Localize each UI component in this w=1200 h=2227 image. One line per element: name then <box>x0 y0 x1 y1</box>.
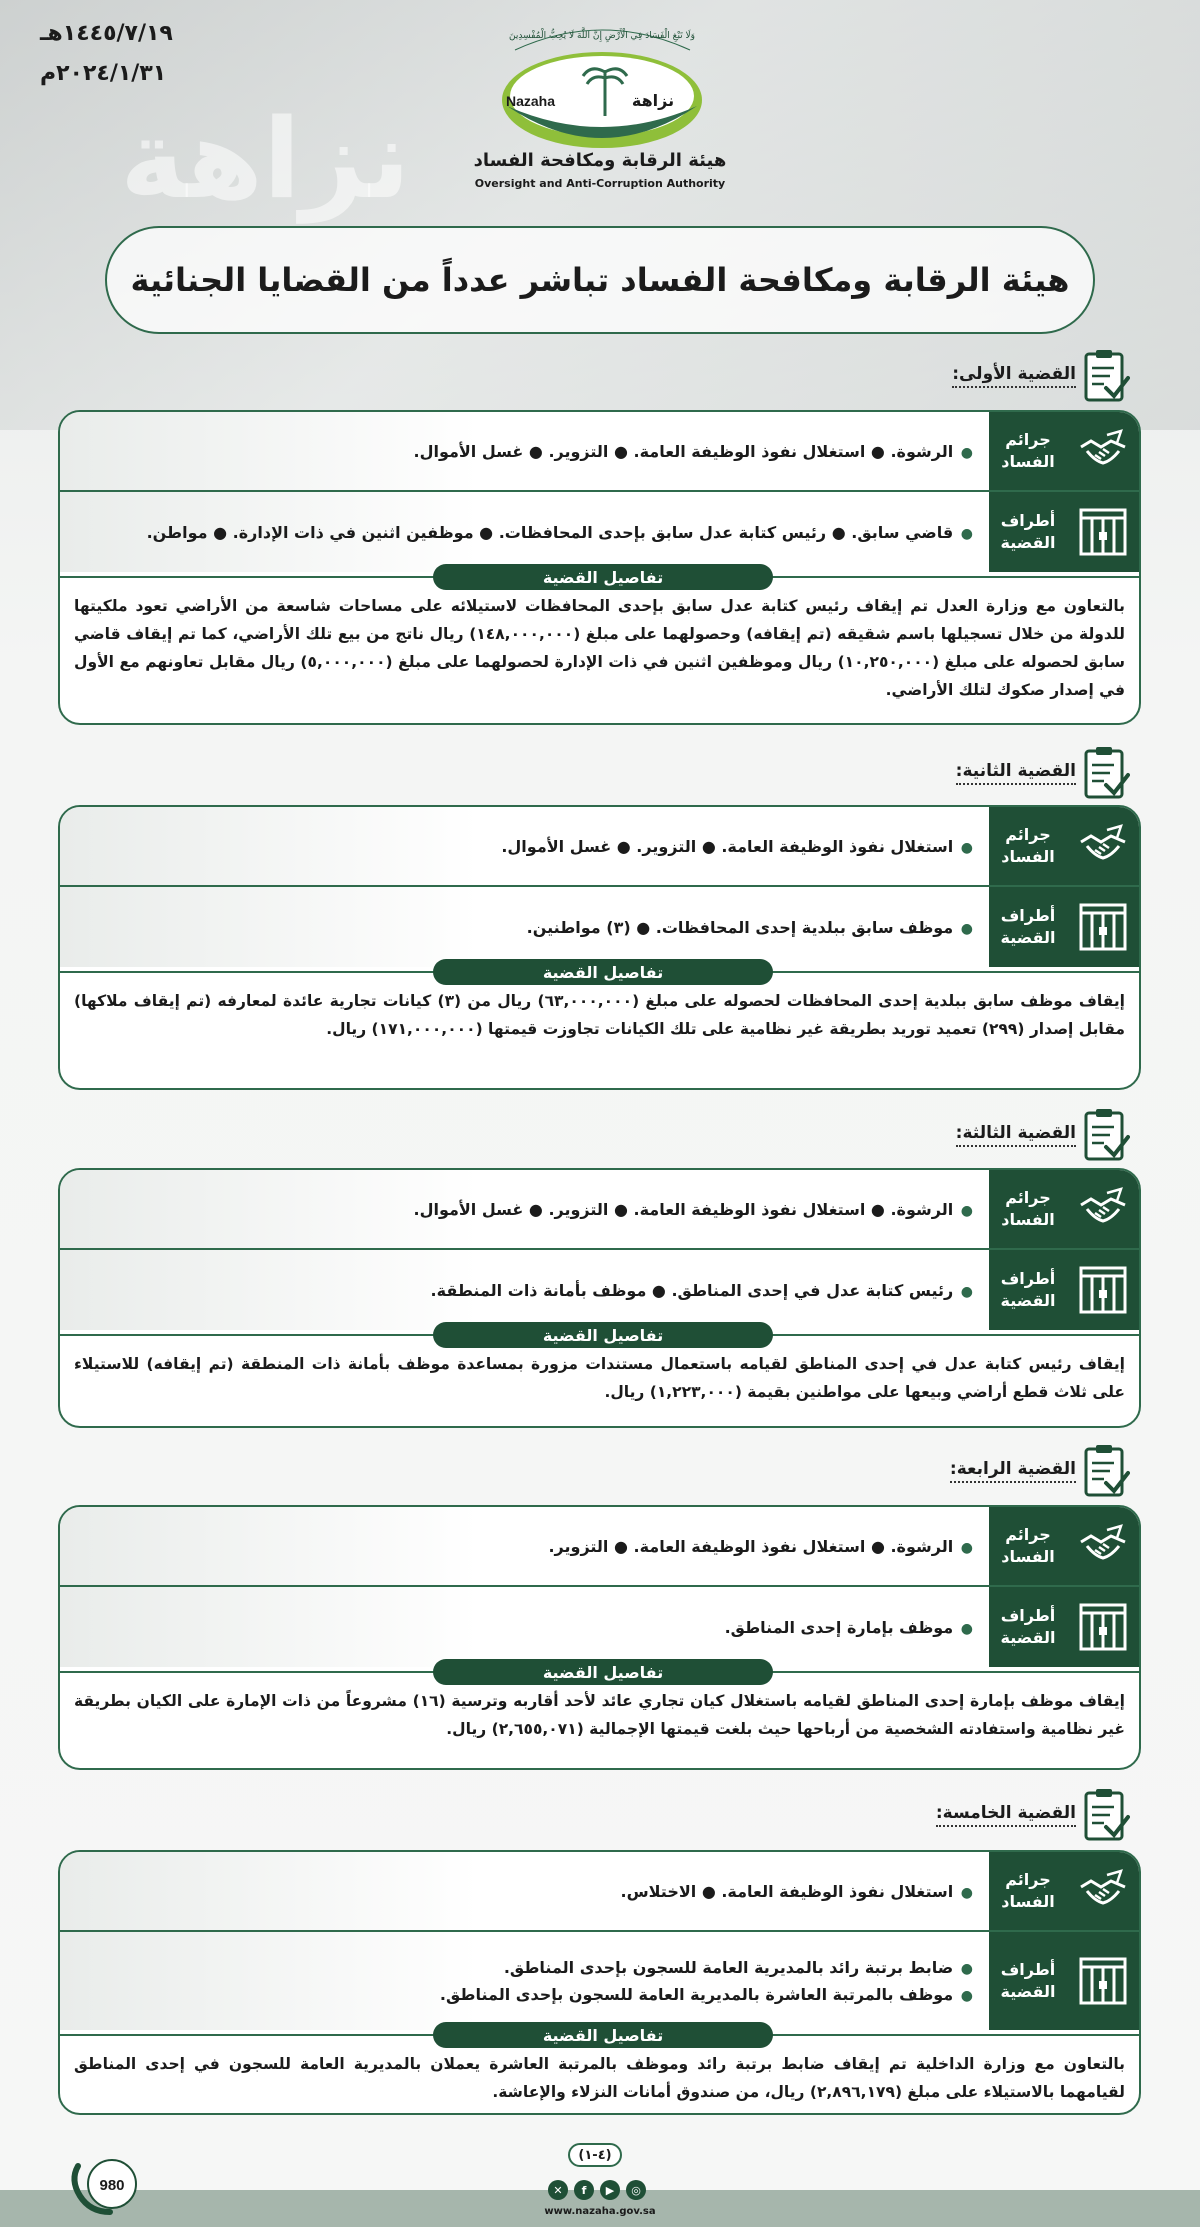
parties-row-body <box>60 1932 989 2030</box>
details-pill: تفاصيل القضية <box>433 1659 773 1685</box>
bullet: ● <box>960 525 973 542</box>
crimes-line <box>76 1200 973 1219</box>
handshake-icon <box>1077 820 1129 872</box>
authority-name-en: Oversight and Anti-Corruption Authority <box>474 177 726 190</box>
instagram-icon[interactable]: ◎ <box>626 2180 646 2200</box>
website-link[interactable]: www.nazaha.gov.sa <box>544 2206 656 2217</box>
parties-text: قاضي سابق. ● رئيس كتابة عدل سابق بإحدى المحافظات. ● موظفين اثنين في ذات الإدارة. ● مواطن. <box>146 522 954 542</box>
crimes-label: جرائم الفساد <box>1001 1870 1055 1911</box>
details-text: بالتعاون مع وزارة الداخلية تم إيقاف ضابط برتبة رائد وموظف بالمرتبة العاشرة يعملان بالمديرية العامة للسجون في إحدى المناطق لقيامهما بالاستيلاء على مبلغ (٢,٨٩٦,١٧٩) ريال، من صندوق أمانات النزلاء والإعاشة. <box>74 2055 1125 2101</box>
handshake-icon <box>1077 425 1129 477</box>
parties-row <box>60 1250 1139 1330</box>
parties-row-body <box>60 1250 989 1330</box>
crimes-line <box>76 442 973 461</box>
parties-row-header <box>989 1932 1139 2030</box>
case-title-label: القضية الأولى: <box>952 364 1076 388</box>
case-card <box>58 805 1141 1090</box>
crimes-row-header <box>989 1852 1139 1930</box>
crimes-row-header <box>989 807 1139 885</box>
parties-line <box>76 918 973 937</box>
x-icon[interactable]: ✕ <box>548 2180 568 2200</box>
crimes-row <box>60 1852 1139 1930</box>
details-pill: تفاصيل القضية <box>433 1322 773 1348</box>
case-card <box>58 1850 1141 2115</box>
bullet: ● <box>960 1620 973 1637</box>
facebook-icon[interactable]: f <box>574 2180 594 2200</box>
bullet: ● <box>960 1884 973 1901</box>
parties-row-header <box>989 1250 1139 1330</box>
case-title <box>956 1107 1130 1163</box>
parties-text: ضابط برتبة رائد بالمديرية العامة للسجون بإحدى المناطق. <box>503 1958 954 1977</box>
parties-row-body <box>60 492 989 572</box>
parties-label: أطراف القضية <box>1000 1960 1056 2001</box>
parties-line <box>76 1958 973 1977</box>
parties-row <box>60 1587 1139 1667</box>
headline-box <box>105 226 1095 334</box>
crimes-row-header <box>989 1507 1139 1585</box>
case-title <box>936 1787 1130 1843</box>
case-title <box>950 1443 1130 1499</box>
case-title-label: القضية الثانية: <box>956 761 1076 785</box>
bullet: ● <box>960 444 973 461</box>
bullet: ● <box>960 1202 973 1219</box>
logo-verse: وَلَا تَبْغِ الْفَسَادَ فِي الْأَرْضِ إِنَّ اللَّهَ لَا يُحِبُّ الْمُفْسِدِينَ <box>508 31 696 41</box>
bullet: ● <box>960 1539 973 1556</box>
crimes-row-body <box>60 412 989 490</box>
bullet: ● <box>960 839 973 856</box>
crimes-label: جرائم الفساد <box>1001 1188 1055 1229</box>
parties-row <box>60 887 1139 967</box>
prison-bars-icon <box>1077 1955 1129 2007</box>
crimes-row <box>60 412 1139 490</box>
date-block <box>40 14 173 94</box>
parties-row-header <box>989 492 1139 572</box>
details-pill: تفاصيل القضية <box>433 2022 773 2048</box>
clipboard-check-icon <box>1082 745 1130 801</box>
crimes-text: استغلال نفوذ الوظيفة العامة. ● الاختلاس. <box>620 1881 954 1901</box>
parties-row <box>60 492 1139 572</box>
details-text: إيقاف موظف سابق ببلدية إحدى المحافظات لحصوله على مبلغ (٦٣,٠٠٠,٠٠٠) ريال من (٣) كيانات تجارية عائدة لمعارفه (تم إيقاف ملاكها) مقابل إصدار (٢٩٩) تعميد توريد بطريقة غير نظامية على تلك الكيانات تجاوزت قيمتها (١٧١,٠٠٠,٠٠٠) ريال. <box>74 992 1125 1038</box>
parties-line <box>76 1281 973 1300</box>
bullet: ● <box>960 1961 973 1977</box>
bullet: ● <box>960 1283 973 1300</box>
page-number: (٤-١) <box>568 2143 622 2167</box>
parties-label: أطراف القضية <box>1000 511 1056 552</box>
crimes-row <box>60 1507 1139 1585</box>
parties-label: أطراف القضية <box>1000 1606 1056 1647</box>
parties-row-body <box>60 887 989 967</box>
crimes-label: جرائم الفساد <box>1001 1525 1055 1566</box>
clipboard-check-icon <box>1082 348 1130 404</box>
parties-line <box>76 1985 973 2004</box>
clipboard-check-icon <box>1082 1787 1130 1843</box>
details-pill: تفاصيل القضية <box>433 564 773 590</box>
crimes-label: جرائم الفساد <box>1001 825 1055 866</box>
parties-row-header <box>989 887 1139 967</box>
crimes-line <box>76 1882 973 1901</box>
crimes-row-header <box>989 412 1139 490</box>
crimes-text: الرشوة. ● استغلال نفوذ الوظيفة العامة. ● التزوير. ● غسل الأموال. <box>413 441 954 461</box>
bullet: ● <box>960 1988 973 2004</box>
clipboard-check-icon <box>1082 1107 1130 1163</box>
crimes-row <box>60 807 1139 885</box>
crimes-line <box>76 1537 973 1556</box>
crimes-label: جرائم الفساد <box>1001 430 1055 471</box>
prison-bars-icon <box>1077 901 1129 953</box>
case-title <box>956 745 1130 801</box>
crimes-row-body <box>60 1852 989 1930</box>
logo-arabic: نزاهة <box>631 91 675 110</box>
clipboard-check-icon <box>1082 1443 1130 1499</box>
crimes-line <box>76 837 973 856</box>
handshake-icon <box>1077 1520 1129 1572</box>
hotline-number: 980 <box>99 2177 125 2194</box>
parties-row-body <box>60 1587 989 1667</box>
crimes-row-body <box>60 1507 989 1585</box>
background-watermark-word: نزاهة <box>120 95 411 223</box>
parties-line <box>76 1618 973 1637</box>
case-title-label: القضية الثالثة: <box>956 1123 1076 1147</box>
parties-text: موظف بإمارة إحدى المناطق. <box>724 1617 954 1637</box>
details-text: بالتعاون مع وزارة العدل تم إيقاف رئيس كتابة عدل سابق بإحدى المحافظات لاستيلائه على مساحات شاسعة من الأراضي تعود ملكيتها للدولة من خلال تسجيلها باسم شقيقه (تم إيقافه) وحصولهما على مبلغ (١٤٨,٠٠٠,٠٠٠) ريال ناتج من بيع تلك الأراضي، كما تم إيقاف قاضي سابق لحصوله على مبلغ (١٠,٢٥٠,٠٠٠) ريال وموظفين اثنين في ذات الإدارة لحصولهما على مبلغ (٥,٠٠٠,٠٠٠) ريال مقابل تعاونهم مع الأول في إصدار صكوك لتلك الأراضي. <box>74 597 1126 699</box>
details-pill: تفاصيل القضية <box>433 959 773 985</box>
crimes-row-header <box>989 1170 1139 1248</box>
prison-bars-icon <box>1077 506 1129 558</box>
case-title <box>952 348 1130 404</box>
nazaha-logo-icon <box>495 20 710 155</box>
crimes-row-body <box>60 807 989 885</box>
parties-text: موظف سابق ببلدية إحدى المحافظات. ● (٣) مواطنين. <box>526 917 954 937</box>
case-title-label: القضية الخامسة: <box>936 1803 1076 1827</box>
parties-row-header <box>989 1587 1139 1667</box>
crimes-text: استغلال نفوذ الوظيفة العامة. ● التزوير. ● غسل الأموال. <box>501 836 954 856</box>
parties-text: رئيس كتابة عدل في إحدى المناطق. ● موظف بأمانة ذات المنطقة. <box>430 1280 954 1300</box>
parties-row <box>60 1932 1139 2030</box>
case-card <box>58 1505 1141 1770</box>
prison-bars-icon <box>1077 1601 1129 1653</box>
date-gregorian: ٢٠٢٤/١/٣١م <box>40 61 167 86</box>
crimes-row <box>60 1170 1139 1248</box>
page-title: هيئة الرقابة ومكافحة الفساد تباشر عدداً من القضايا الجنائية <box>130 261 1070 299</box>
case-title-label: القضية الرابعة: <box>950 1459 1076 1483</box>
parties-text: موظف بالمرتبة العاشرة بالمديرية العامة للسجون بإحدى المناطق. <box>439 1985 954 2004</box>
logo-latin: Nazaha <box>505 93 555 109</box>
handshake-icon <box>1077 1865 1129 1917</box>
case-card <box>58 1168 1141 1428</box>
youtube-icon[interactable]: ▶ <box>600 2180 620 2200</box>
handshake-icon <box>1077 1183 1129 1235</box>
details-text: إيقاف رئيس كتابة عدل في إحدى المناطق لقيامه باستعمال مستندات مزورة بمساعدة موظف بأمانة ذات المنطقة (تم إيقافه) للاستيلاء على ثلاث قطع أراضي وبيعها على مواطنين بقيمة (١,٢٢٣,٠٠٠) ريال. <box>74 1355 1125 1401</box>
phone-hotline-icon[interactable] <box>66 2150 140 2216</box>
parties-label: أطراف القضية <box>1000 906 1056 947</box>
date-hijri: ١٤٤٥/٧/١٩هـ <box>40 21 173 46</box>
details-text: إيقاف موظف بإمارة إحدى المناطق لقيامه باستغلال كيان تجاري عائد لأحد أقاربه وترسية (١٦) مشروعاً من ذات الإمارة على الكيان بطريقة غير نظامية واستفادته الشخصية من أرباحها حيث بلغت قيمتها الإجمالية (٢,٦٥٥,٠٧١) ريال. <box>74 1692 1125 1738</box>
parties-line <box>76 523 973 542</box>
crimes-text: الرشوة. ● استغلال نفوذ الوظيفة العامة. ● التزوير. ● غسل الأموال. <box>413 1199 954 1219</box>
bullet: ● <box>960 920 973 937</box>
parties-label: أطراف القضية <box>1000 1269 1056 1310</box>
prison-bars-icon <box>1077 1264 1129 1316</box>
case-card <box>58 410 1141 725</box>
crimes-text: الرشوة. ● استغلال نفوذ الوظيفة العامة. ● التزوير. <box>548 1536 954 1556</box>
authority-name-ar: هيئة الرقابة ومكافحة الفساد <box>473 150 727 171</box>
crimes-row-body <box>60 1170 989 1248</box>
social-icons <box>548 2180 646 2200</box>
